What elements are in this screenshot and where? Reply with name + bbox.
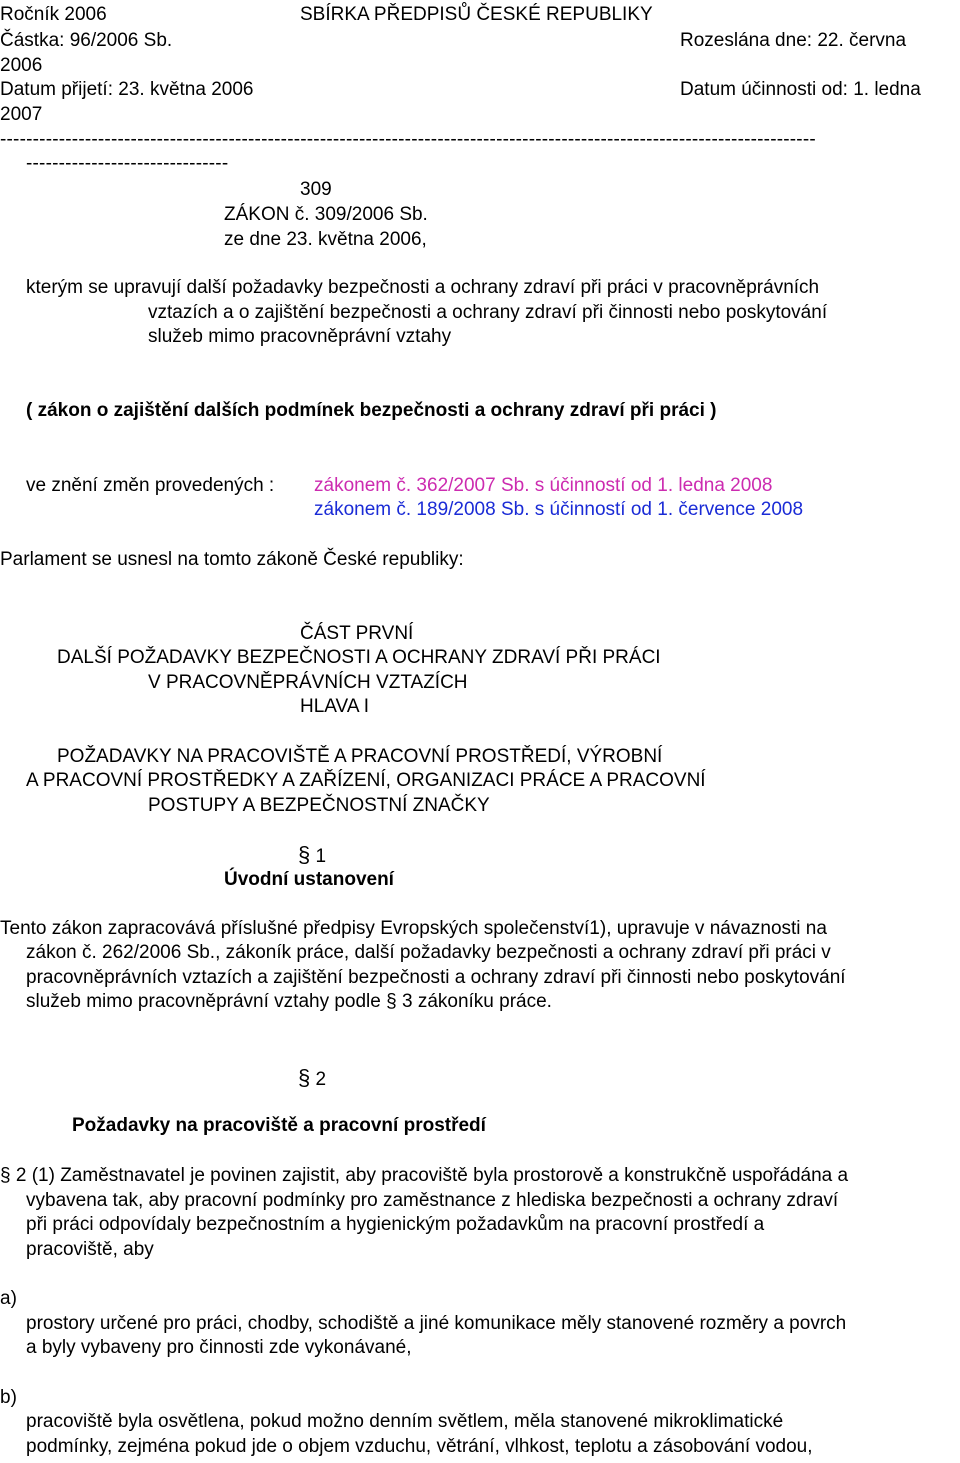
item-label: a) [0,1288,17,1309]
section-number: 2 [315,1069,327,1090]
section-1-title: Úvodní ustanovení [224,869,394,890]
section-1-text-line: zákon č. 262/2006 Sb., zákoník práce, další požadavky bezpečnosti a ochrany zdraví při práci v [26,942,831,963]
act-short-title: ( zákon o zajištění dalších podmínek bezpečnosti a ochrany zdraví při práci ) [26,400,717,421]
amendment-law: zákonem č. 189/2008 Sb. [314,499,530,520]
preamble: Parlament se usnesl na tomto zákoně České republiky: [0,549,464,570]
section-2-title: Požadavky na pracoviště a pracovní prostředí [72,1115,486,1136]
section-number: 1 [315,846,327,867]
section-1-heading [298,843,326,869]
act-number: 309 [300,179,332,200]
header-distributed: Rozeslána dne: 22. června [680,30,907,51]
section-symbol: § [298,842,311,867]
paragraph-line: Zaměstnavatel je povinen zajistit, aby pracoviště byla prostorově a konstrukčně uspořádána a [60,1165,849,1186]
header-collection-title: SBÍRKA PŘEDPISŮ ČESKÉ REPUBLIKY [300,4,653,25]
section-2-paragraph-1 [0,1164,848,1188]
act-subject-line: vztazích a o zajištění bezpečnosti a ochrany zdraví při činnosti nebo poskytování [148,302,828,323]
section-1-text-line: služeb mimo pracovněprávní vztahy podle § 3 zákoníku práce. [26,991,552,1012]
amendment-link[interactable] [314,498,803,522]
header-effective: Datum účinnosti od: 1. ledna [680,79,921,100]
amendment-law: zákonem č. 362/2007 Sb. [314,475,530,496]
chapter-heading: HLAVA I [300,696,369,717]
part-heading: ČÁST PRVNÍ [300,623,414,644]
amendment-effective: s účinností od 1. července 2008 [534,499,804,520]
paragraph-prefix: § 2 (1) [0,1165,55,1186]
header-part: Částka: 96/2006 Sb. [0,30,173,51]
section-1-text-line: pracovněprávních vztazích a zajištění bezpečnosti a ochrany zdraví při činnosti nebo poskytování [26,967,846,988]
paragraph-line: při práci odpovídaly bezpečnostním a hygienickým požadavkům na pracovní prostředí a [26,1214,765,1235]
item-label: b) [0,1387,17,1408]
header-volume: Ročník 2006 [0,4,107,25]
act-date: ze dne 23. května 2006, [224,229,427,250]
item-line: podmínky, zejména pokud jde o objem vzduchu, větrání, vlhkost, teplotu a zásobování vodou, [26,1436,813,1457]
item-line: prostory určené pro práci, chodby, schodiště a jiné komunikace měly stanovené rozměry a povrch [26,1313,847,1334]
amendment-effective: s účinností od 1. ledna 2008 [534,475,773,496]
act-title: ZÁKON č. 309/2006 Sb. [224,204,428,225]
header-separator-long: ----------------------------------------------------------------------------------------------------------------------------- [0,129,816,150]
chapter-title-line: POŽADAVKY NA PRACOVIŠTĚ A PRACOVNÍ PROSTŘEDÍ, VÝROBNÍ [57,746,663,767]
paragraph-line: pracoviště, aby [26,1239,154,1260]
item-line: pracoviště byla osvětlena, pokud možno denním světlem, měla stanovené mikroklimatické [26,1411,784,1432]
section-1-text-line: Tento zákon zapracovává příslušné předpisy Evropských společenství1), upravuje v návaznosti na [0,918,827,939]
amendment-link[interactable] [314,474,772,498]
chapter-title-line: A PRACOVNÍ PROSTŘEDKY A ZAŘÍZENÍ, ORGANIZACI PRÁCE A PRACOVNÍ [26,770,706,791]
part-title-line: DALŠÍ POŽADAVKY BEZPEČNOSTI A OCHRANY ZDRAVÍ PŘI PRÁCI [57,647,661,668]
header-distributed-year: 2006 [0,55,43,76]
header-adopted: Datum přijetí: 23. května 2006 [0,79,254,100]
section-2-heading [298,1066,326,1092]
paragraph-line: vybavena tak, aby pracovní podmínky pro zaměstnance z hlediska bezpečnosti a ochrany zdraví [26,1190,839,1211]
section-symbol: § [298,1065,311,1090]
part-title-line: V PRACOVNĚPRÁVNÍCH VZTAZÍCH [148,672,468,693]
amendments-label: ve znění změn provedených : [26,475,275,496]
chapter-title-line: POSTUPY A BEZPEČNOSTNÍ ZNAČKY [148,795,490,816]
header-effective-year: 2007 [0,104,43,125]
header-separator-short: ------------------------------- [26,153,229,174]
act-subject-line: kterým se upravují další požadavky bezpečnosti a ochrany zdraví při práci v pracovněprávních [26,277,820,298]
item-line: a byly vybaveny pro činnosti zde vykonávané, [26,1337,412,1358]
act-subject-line: služeb mimo pracovněprávní vztahy [148,326,452,347]
